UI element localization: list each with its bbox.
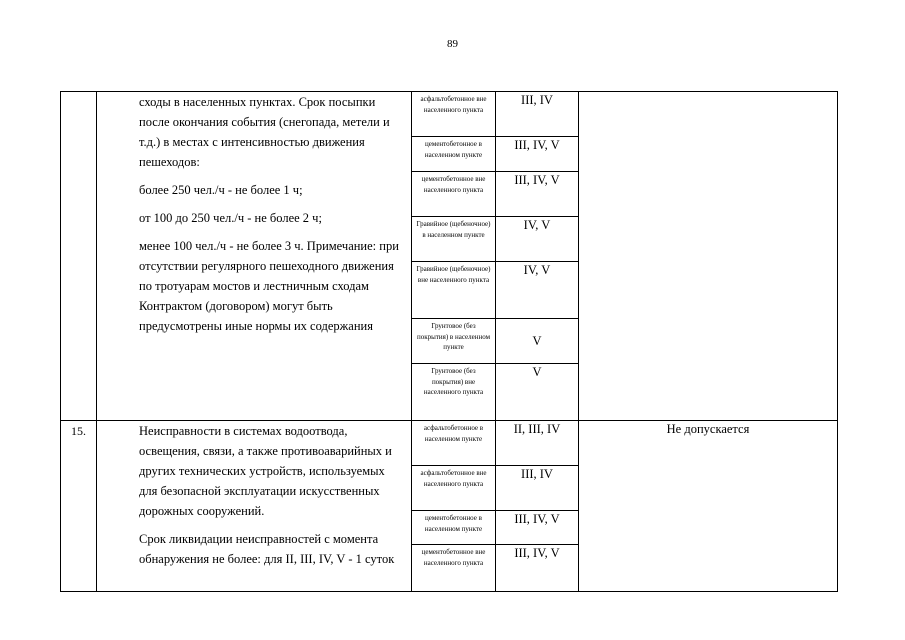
description-paragraph: сходы в населенных пунктах. Срок посыпки после окончания события (снегопада, метели и т.д.) в местах с интенсивностью движения пешеходов: [139,95,390,169]
coverage-type-cell: асфальтобетонное вне населенного пункта [412,466,496,511]
note-cell [579,92,838,421]
description-paragraph: Срок ликвидации неисправностей с момента обнаружения не более: для II, III, IV, V - 1 суток [139,532,395,566]
road-category-cell: III, IV, V [496,137,579,172]
coverage-type-cell: цементобетонное в населенном пункте [412,137,496,172]
coverage-type-cell: Гравийное (щебеночное) в населенном пункте [412,217,496,262]
description-cell [97,92,412,421]
coverage-type-cell: цементобетонное вне населенного пункта [412,545,496,592]
row-number-cell [61,92,97,421]
note-cell: Не допускается [579,421,838,592]
row-number-cell: 15. [61,421,97,592]
description-paragraph: менее 100 чел./ч - не более 3 ч. Примечание: при отсутствии регулярного пешеходного движения по тротуарам мостов и лестничным сходам Контрактом (договором) могут быть предусмотрены иные нормы их содержания [139,239,399,333]
coverage-type-cell: цементобетонное в населенном пункте [412,511,496,545]
road-category-cell: III, IV, V [496,511,579,545]
description-paragraph: Неисправности в системах водоотвода, освещения, связи, а также противоаварийных и других технических устройств, используемых для безопасной эксплуатации искусственных дорожных сооружений. [139,424,392,518]
road-category-cell: IV, V [496,262,579,319]
coverage-type-cell: Грунтовое (без покрытия) в населенном пункте [412,319,496,364]
road-category-cell: III, IV [496,92,579,137]
coverage-type-cell: цементобетонное вне населенного пункта [412,172,496,217]
description-paragraph: от 100 до 250 чел./ч - не более 2 ч; [139,211,322,225]
road-category-cell: IV, V [496,217,579,262]
description-cell [97,421,412,592]
table-row [61,92,838,137]
table-row [61,421,838,466]
road-category-cell: V [496,319,579,364]
road-category-cell: III, IV [496,466,579,511]
description-paragraph: более 250 чел./ч - не более 1 ч; [139,183,303,197]
coverage-type-cell: Гравийное (щебеночное) вне населенного пункта [412,262,496,319]
coverage-type-cell: асфальтобетонное в населенном пункте [412,421,496,466]
page-number: 89 [447,38,458,50]
road-category-cell: II, III, IV [496,421,579,466]
coverage-type-cell: Грунтовое (без покрытия) вне населенного пункта [412,364,496,421]
road-category-cell: III, IV, V [496,545,579,592]
requirements-table [60,91,838,592]
road-category-cell: III, IV, V [496,172,579,217]
road-category-cell: V [496,364,579,421]
coverage-type-cell: асфальтобетонное вне населенного пункта [412,92,496,137]
